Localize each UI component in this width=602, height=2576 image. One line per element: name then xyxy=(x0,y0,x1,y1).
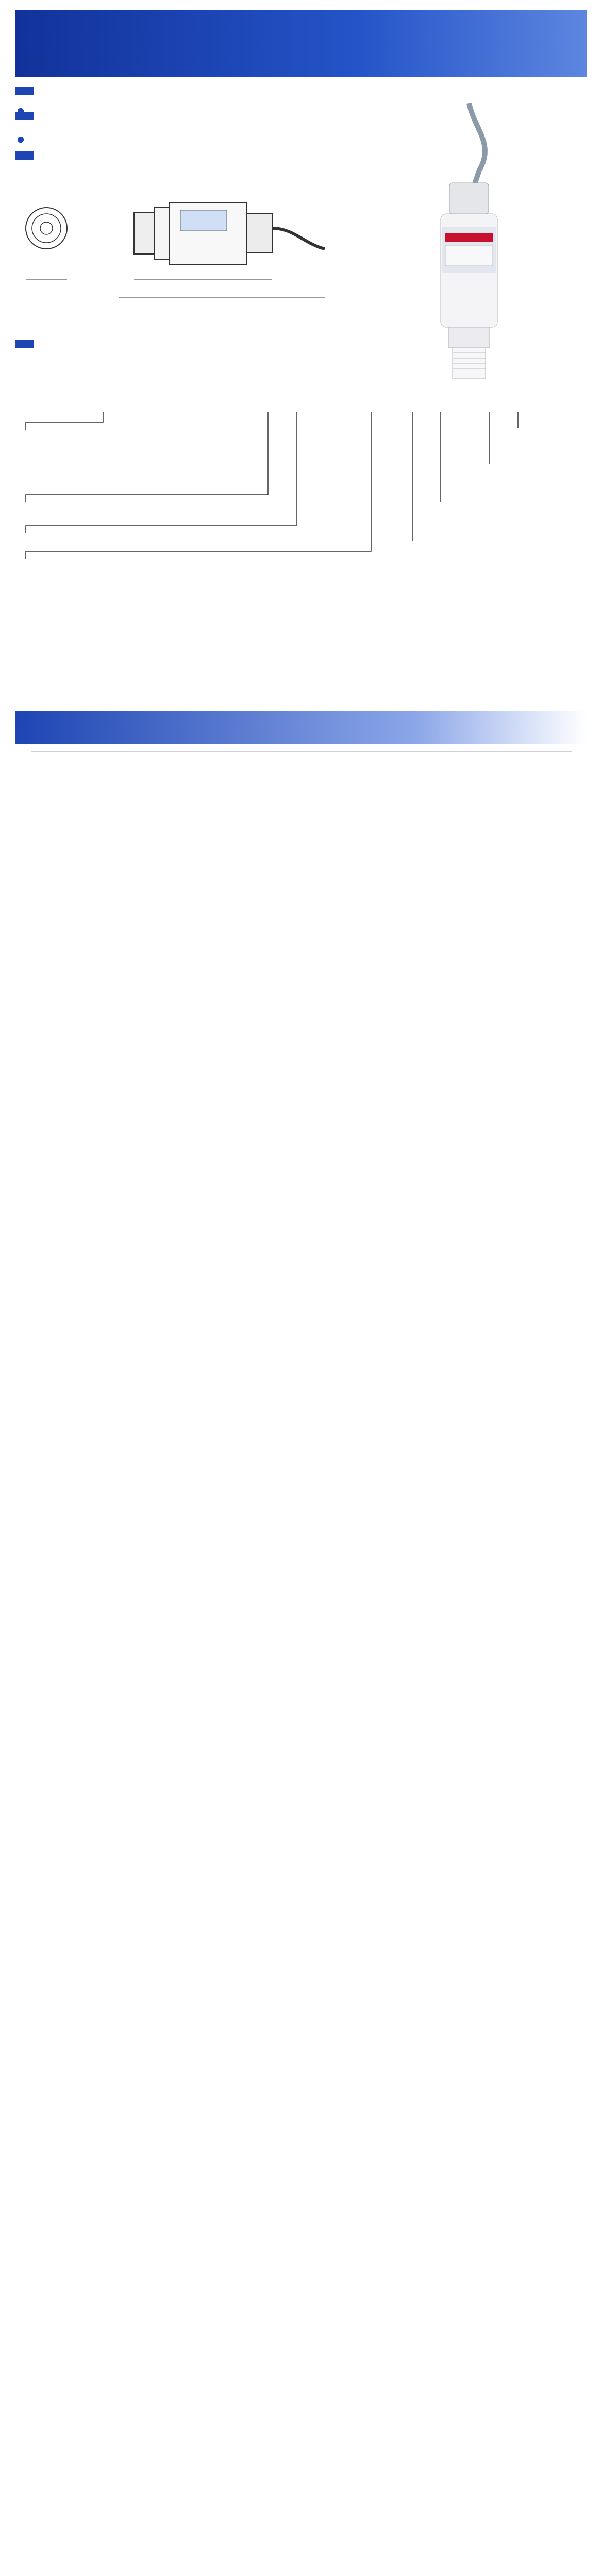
ordering-diagram xyxy=(15,355,587,675)
specifications-heading xyxy=(15,151,34,160)
dimension-drawing xyxy=(15,182,428,316)
worksheet-form xyxy=(31,751,572,762)
ordering-lines xyxy=(15,355,587,665)
ordering-heading xyxy=(15,340,34,348)
worksheet-title xyxy=(15,711,587,744)
features-heading xyxy=(15,87,34,95)
datasheet-page xyxy=(0,10,602,778)
header-banner xyxy=(15,10,587,77)
